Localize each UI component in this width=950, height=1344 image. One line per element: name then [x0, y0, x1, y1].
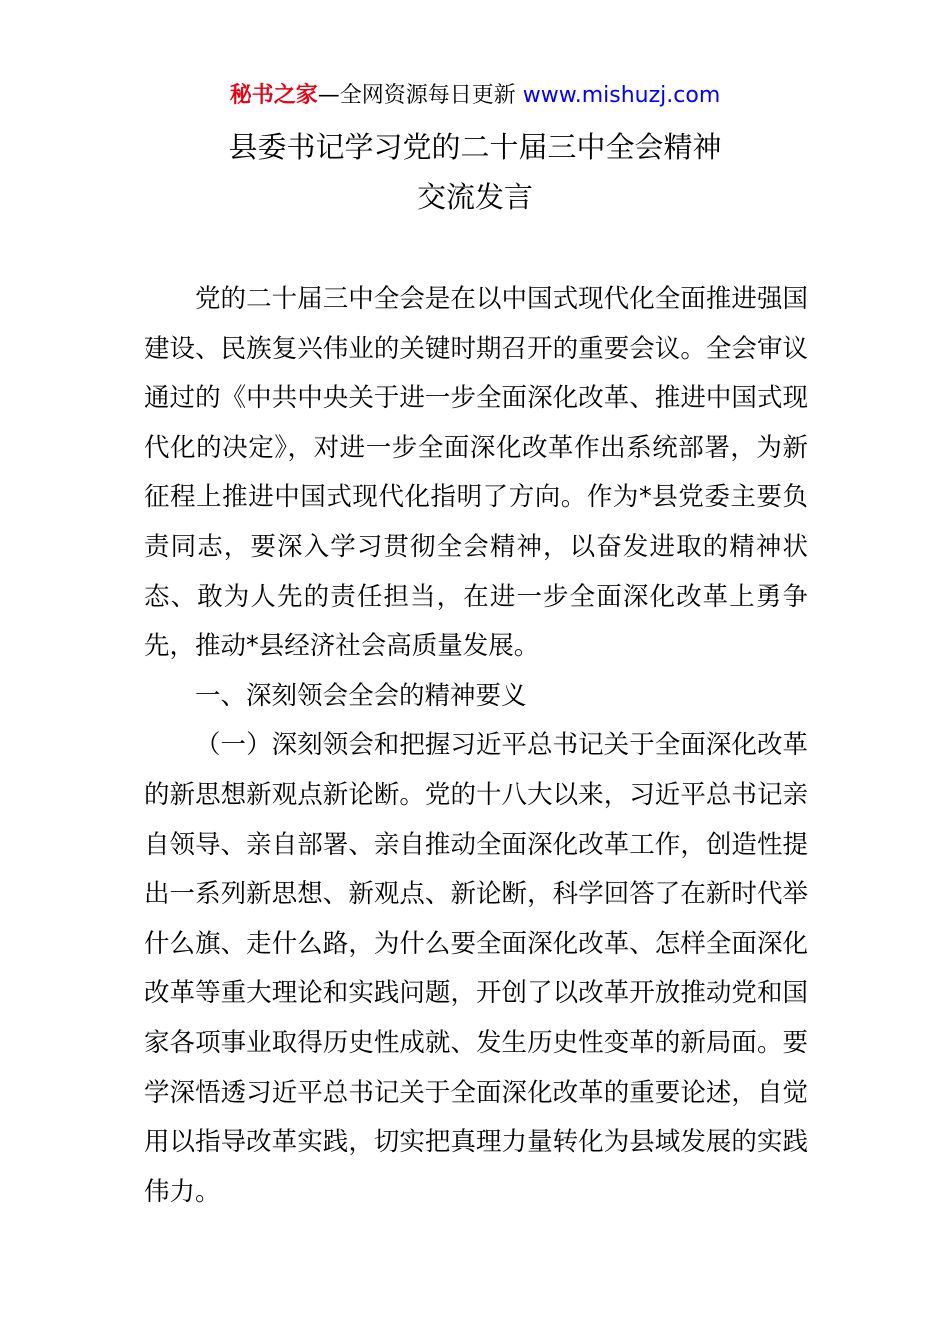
header-tagline: —全网资源每日更新	[317, 83, 523, 108]
document-title-line-2: 交流发言	[416, 180, 533, 214]
brand-name: 秘书之家	[229, 83, 318, 108]
site-header	[0, 82, 950, 110]
site-url-link[interactable]: www.mishuzj.com	[522, 83, 721, 108]
paragraph-subsection-1: （一）深刻领会和把握习近平总书记关于全面深化改革的新思想新观点新论断。党的十八大以来，习近平总书记亲自领导、亲自部署、亲自推动全面深化改革工作，创造性提出一系列新思想、新观点、新论断，科学回答了在新时代举什么旗、走什么路，为什么要全面深化改革、怎样全面深化改革等重大理论和实践问题，开创了以改革开放推动党和国家各项事业取得历史性成就、发生历史性变革的新局面。要学深悟透习近平总书记关于全面深化改革的重要论述，自觉用以指导改革实践，切实把真理力量转化为县域发展的实践伟力。	[144, 730, 808, 1207]
document-title-line-1: 县委书记学习党的二十届三中全会精神	[228, 130, 722, 164]
section-heading-1: 一、深刻领会全会的精神要义	[195, 680, 527, 711]
paragraph-intro: 党的二十届三中全会是在以中国式现代化全面推进强国建设、民族复兴伟业的关键时期召开的重要会议。全会审议通过的《中共中央关于进一步全面深化改革、推进中国式现代化的决定》，对进一步全面深化改革作出系统部署，为新征程上推进中国式现代化指明了方向。作为*县党委主要负责同志，要深入学习贯彻全会精神，以奋发进取的精神状态、敢为人先的责任担当，在进一步全面深化改革上勇争先，推动*县经济社会高质量发展。	[144, 284, 808, 662]
document-body	[144, 275, 808, 1217]
